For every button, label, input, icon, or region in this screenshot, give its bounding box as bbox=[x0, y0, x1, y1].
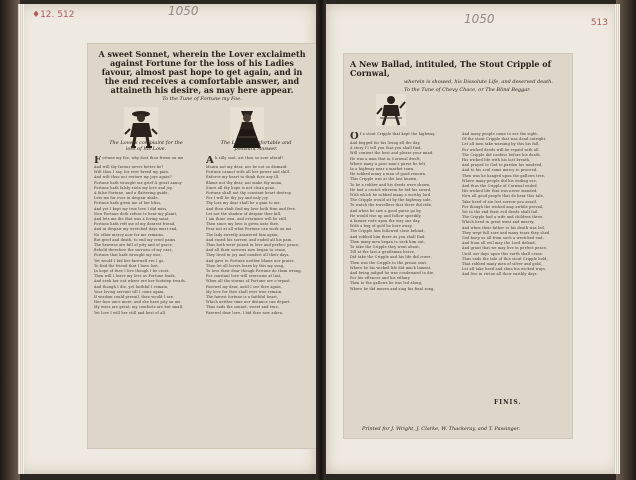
pencil-date: 1050 bbox=[168, 4, 199, 18]
verse-column-lady bbox=[206, 156, 310, 444]
shelfmark: ♦12. 512 bbox=[32, 10, 75, 20]
left-page bbox=[18, 4, 316, 474]
verse-line: His wicked life with his last breath, bbox=[462, 158, 531, 163]
verse-line: Will content the best and please your mind. bbox=[350, 151, 434, 156]
verse-line: Her face once more, and she have pity on me. bbox=[94, 300, 182, 305]
verse-line: Behold therefore the sorrows of my case, bbox=[94, 248, 173, 253]
verse-line: Wilt thou I say, for ever breed my pain, bbox=[94, 170, 170, 175]
verse-line: Fortune my foe, why dost thou frown on me bbox=[94, 156, 184, 165]
verse-line: The Cripple had a wife and children three, bbox=[462, 215, 544, 220]
verse-line: And yet I kept my true love I did miss, bbox=[94, 206, 168, 211]
verse-line: He would rise up and follow speedily. bbox=[350, 213, 422, 218]
verse-line: And seek her out where ere her footstep treads. bbox=[94, 279, 187, 284]
verse-line: Lets me for ever in despair abide. bbox=[94, 196, 159, 201]
verse-line: And prayed to God to pardon his misdeed, bbox=[462, 163, 543, 168]
verse-line: Where many a poor man's purse he felt, bbox=[350, 161, 427, 166]
verse-line: For constant love will overcome at last, bbox=[206, 274, 282, 279]
verse-line: Yet love I will her still and best of all. bbox=[94, 310, 167, 315]
verse-line: Take heed of sin lest sorrow you assail, bbox=[462, 199, 538, 204]
verse-line: Let all men take warning by this his fall, bbox=[462, 142, 540, 147]
verse-line: Then was he hanged upon the gallows tree, bbox=[462, 173, 546, 178]
verse-line: And thus the Cripple of Cornwal ended, bbox=[462, 184, 538, 189]
verse-line: I am thine own, and evermore will be still. bbox=[206, 217, 288, 222]
verse-line: And wilt thou not restore my joys again? bbox=[94, 175, 172, 180]
verse-column-left bbox=[350, 132, 454, 412]
verse-line: Fortune hath falsly stoln my love and joy. bbox=[94, 185, 173, 190]
verse-line: Let all take heed and shun his wicked ways, bbox=[462, 267, 547, 272]
verse-line: They wept full sore and many tears they shed. bbox=[462, 230, 551, 235]
verse-line: With a bag of gold he bore away, bbox=[350, 224, 413, 229]
broadside-tune: To the Tune of Fortune my Foe. bbox=[162, 96, 242, 102]
verse-line: And gave to Fortune neither blame nor praise. bbox=[206, 258, 295, 263]
caption-lover: The Lovers complaint for the loss of his Love. bbox=[109, 140, 183, 152]
right-page-edge bbox=[614, 4, 620, 474]
verse-line: In a highway near a market town, bbox=[350, 167, 415, 172]
verse-line: Fortune hath wrought me grief & great annoy bbox=[94, 180, 182, 185]
verse-line: For I will be thy joy and only joy. bbox=[206, 196, 269, 201]
verse-line: The Cripple would sit by the highway side, bbox=[350, 198, 432, 203]
verse-line: And when their father to his death was led, bbox=[462, 225, 546, 230]
drop-cap: F bbox=[94, 156, 102, 165]
verse-line: Fortune shall not thy constant heart destroy, bbox=[206, 191, 292, 196]
verse-line: Blame not thy dear, nor make thy moan, bbox=[206, 180, 283, 185]
verse-line: A farmer rode upon the way one day, bbox=[350, 219, 421, 224]
verse-line: Then many men began to seek him out, bbox=[350, 239, 426, 244]
broadside-stout-cripple bbox=[344, 54, 572, 438]
verse-line: Of the stout Cripple that was dead outright. bbox=[462, 137, 547, 142]
verse-line: That robbed many men of silver and gold, bbox=[462, 262, 542, 267]
verse-line: With which he robbed many a worthy lord. bbox=[350, 193, 432, 198]
verse-line: And robbed him there as you shall find. bbox=[350, 234, 426, 239]
verse-line: To take the Cripple they went about, bbox=[350, 245, 421, 250]
verse-line: If wisdom could prevail, then would I see, bbox=[94, 295, 175, 300]
book-gutter bbox=[316, 0, 326, 480]
verse-line: A false Fortune, and a flattering guide, bbox=[94, 191, 169, 196]
verse-line: Farewel dear love, I bid thee now adieu. bbox=[206, 310, 284, 315]
verse-line: To watch the travellers that there did ride, bbox=[350, 203, 433, 208]
verse-line: To be a robber and his deeds were shown, bbox=[350, 182, 431, 187]
verse-line: Thus ends the tale of this stout Cripple bold, bbox=[462, 256, 548, 261]
verse-line: Ah silly soul, art thou so sore afraid? bbox=[206, 156, 284, 165]
verse-line: And thou shalt find my love both firm and free. bbox=[206, 206, 297, 211]
broadside-subtitle: wherein is showed, his Dissolute Life, and deserved death. bbox=[404, 79, 553, 85]
verse-line: God keep us all from such a wretched end, bbox=[462, 236, 544, 241]
verse-line: And in despair my wretched days must end, bbox=[94, 227, 178, 232]
verse-line: The Cripple did confess before his death, bbox=[462, 152, 542, 157]
verse-line: And though I die, yet faithful I remain, bbox=[94, 284, 169, 289]
verse-line: Yet in the end their evil deeds shall fail. bbox=[462, 210, 539, 215]
verse-columns bbox=[94, 156, 310, 444]
imprint: Printed for J. Wright, J. Clarke, W. Thackeray, and T. Passinger. bbox=[362, 426, 521, 432]
verse-column-right bbox=[462, 132, 566, 412]
verse-line: Yet would I bid her farewell ere I go, bbox=[94, 258, 165, 263]
verse-line: My love for thee shall ever true remain. bbox=[206, 289, 283, 294]
verse-line: He was a man that in Cornwal dwelt, bbox=[350, 156, 421, 161]
drop-cap: A bbox=[206, 156, 214, 165]
verse-line: And grant that we may live in perfect peace, bbox=[462, 246, 548, 251]
pencil-date: 1050 bbox=[464, 12, 495, 26]
verse-line: Of a stout Cripple that kept the highway, bbox=[350, 132, 436, 141]
verse-line: Thus ends the sonnet, sweet and true, bbox=[206, 305, 280, 310]
verse-line: Now all good people that do hear this tale, bbox=[462, 194, 545, 199]
verse-line: The lady sweetly answered him again, bbox=[206, 232, 279, 237]
verse-line: Thy loss my dear shall be a gain to me, bbox=[206, 201, 281, 206]
verse-line: Until our days upon this earth shall cease. bbox=[462, 251, 544, 256]
verse-line: And when he saw a good purse go by, bbox=[350, 208, 422, 213]
verse-line: Thus both were joined in love and perfect peace, bbox=[206, 243, 300, 248]
verse-line: And will thy favour never better be? bbox=[94, 165, 164, 169]
verse-line: Fortune cannot with all her power and skill, bbox=[206, 170, 291, 175]
verse-line: Fortune that hath wrought my woe, bbox=[94, 253, 162, 258]
verse-line: Farewel my dear, until I see thee again, bbox=[206, 284, 283, 289]
verse-line: Then will I leave my love as Fortune leads, bbox=[94, 274, 176, 279]
verse-line: A story I'l tell you that you shall find, bbox=[350, 146, 422, 151]
folio-number: 513 bbox=[590, 18, 608, 28]
verse-line: They lived in joy and comfort all their days, bbox=[206, 253, 290, 258]
verse-line: Then to the gallows he was led along, bbox=[350, 281, 423, 286]
verse-line: Fortune hath reft me of my dearest friend, bbox=[94, 222, 176, 227]
verse-line: Fear not at all what Fortune can work on me. bbox=[206, 227, 293, 232]
verse-line: This Cripple was at the last known, bbox=[350, 177, 418, 182]
verse-line: And many people came to see the sight, bbox=[462, 132, 539, 136]
verse-line: My woes are great, my comforts are but small, bbox=[94, 305, 184, 310]
left-page-edge bbox=[18, 4, 24, 474]
verse-line: For though the wicked may awhile prevail, bbox=[462, 204, 544, 209]
verse-line: And to his soul some mercy to proceed. bbox=[462, 168, 538, 173]
left-binding bbox=[0, 0, 20, 480]
verse-line: The fairest fortune is a faithful heart, bbox=[206, 295, 279, 300]
verse-line: For his offences and his villany. bbox=[350, 276, 411, 281]
caption-lady: The Ladies comfortable and pleasant Answer. bbox=[220, 140, 292, 152]
broadside-title: A New Ballad, intituled, The Stout Cripple of Cornwal, bbox=[350, 59, 552, 78]
verse-line: And being judged he was condemned to die, bbox=[350, 271, 435, 276]
verse-line: Then let all lovers learn by this my song, bbox=[206, 263, 285, 268]
verse-line: Where he did mourn and sing his final song, bbox=[350, 286, 435, 291]
broadside-sweet-sonnet bbox=[88, 44, 316, 448]
verse-line: Fortune hath given me of her bliss, bbox=[94, 201, 162, 206]
verse-line: Mourn not my dear, nor be not so dismaid: bbox=[206, 165, 288, 169]
broadside-tune: To the Tune of Chevy Chace, or The Blind Beggar. bbox=[404, 87, 531, 93]
right-page bbox=[326, 4, 620, 474]
verse-line: No other mercy now for me remains, bbox=[94, 232, 165, 237]
verse-line: And begged for his living all the day, bbox=[350, 141, 421, 145]
verse-line: Since all thy hope is not clean gone, bbox=[206, 185, 276, 190]
drop-cap: O bbox=[350, 132, 359, 141]
verse-line: And eased his sorrow, and ended all his pain. bbox=[206, 237, 293, 242]
verse-line: Did take the Cripple and his life did crave. bbox=[350, 255, 432, 260]
finis: FINIS. bbox=[494, 399, 522, 406]
verse-line: Where many people did his ending see, bbox=[462, 178, 538, 183]
verse-line: His wicked life that was never mended. bbox=[462, 189, 538, 194]
verse-line: And from all evil may the Lord defend, bbox=[462, 241, 537, 246]
verse-line: Till at the last a gentleman brave, bbox=[350, 250, 416, 255]
verse-line: When all the storms of Fortune are o'erpast. bbox=[206, 279, 292, 284]
verse-line: In hope of thee I live though I be crost. bbox=[94, 269, 170, 274]
verse-line: But grief and death, to end my cruel pains. bbox=[94, 237, 177, 242]
verse-line: Enforce my heart to think thee any ill. bbox=[206, 175, 280, 180]
verse-line: To find the friend that I have lost, bbox=[94, 263, 160, 268]
verse-line: He had a crutch wherein he hid his sword, bbox=[350, 187, 432, 192]
verse-line: And lets me die that was a loving saint. bbox=[94, 217, 170, 222]
verse-line: And all their sorrows now began to cease, bbox=[206, 248, 287, 253]
cripple-woodcut-icon bbox=[376, 94, 406, 126]
verse-line: Then since my love is given unto thee, bbox=[206, 222, 280, 227]
broadside-title: A sweet Sonnet, wherein the Lover exclaimeth against Fortune for the loss of his Ladies favour, almost past hope to get again, and in the end receives a comfortable answer, and attaineth his desire, as may here appear. bbox=[98, 49, 306, 95]
verse-line: To love their dear though Fortune do them wrong, bbox=[206, 269, 303, 274]
verse-column-lover bbox=[94, 156, 198, 444]
verse-line: Your loving servant till I come again. bbox=[94, 289, 165, 294]
verse-line: Where he his wicked life did much lament, bbox=[350, 265, 432, 270]
verse-line: Now Fortune doth refuse to hear my plaint, bbox=[94, 211, 178, 216]
verse-line: Which lived in great want and misery, bbox=[462, 220, 535, 225]
verse-columns bbox=[350, 132, 566, 412]
verse-line: For wicked deeds will be repaid with all. bbox=[462, 147, 540, 152]
verse-line: Then was the Cripple to the prison sent, bbox=[350, 260, 428, 265]
verse-line: The heavens are full of pity and of grace, bbox=[94, 243, 174, 248]
verse-line: He robbed many a man of good renown. bbox=[350, 172, 427, 177]
verse-line: The Cripple him followed close behind, bbox=[350, 229, 425, 234]
verse-line: And live in virtue all their earthly days. bbox=[462, 272, 538, 277]
verse-line: Which neither time nor distance can depart. bbox=[206, 300, 291, 305]
verse-line: Let not the shadow of despair thee kill, bbox=[206, 211, 282, 216]
